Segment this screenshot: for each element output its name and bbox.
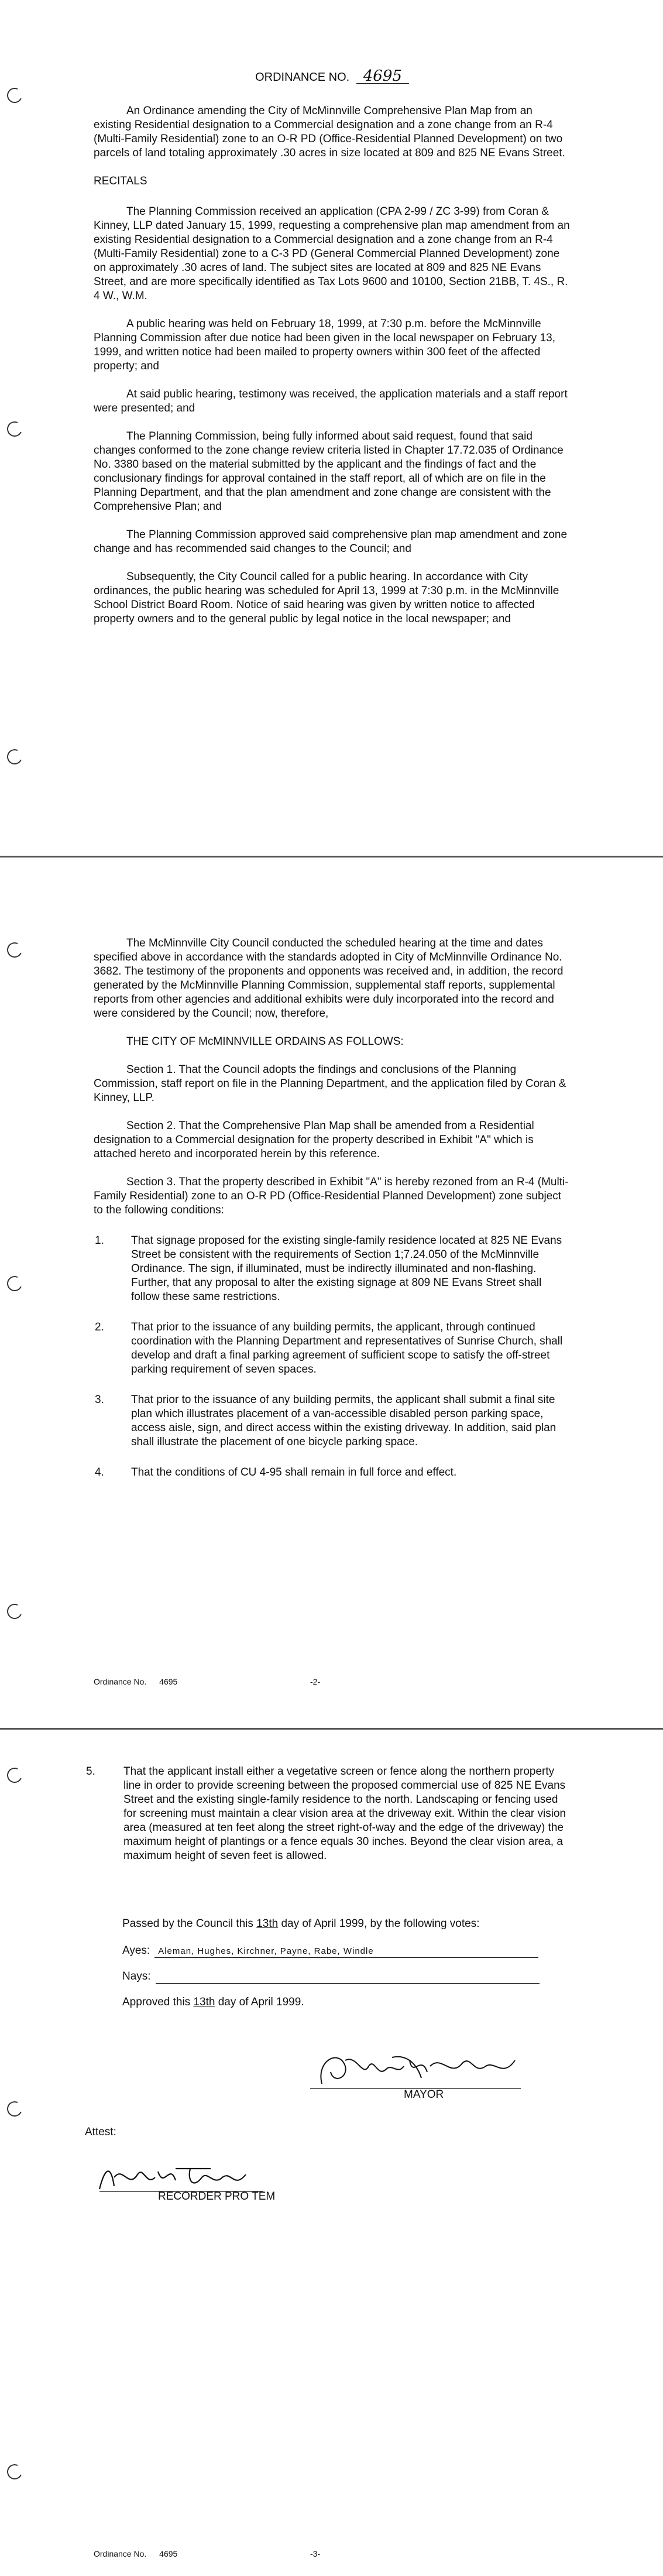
ordinance-intro: An Ordinance amending the City of McMinnville Comprehensive Plan Map from an existing Residential designation to a Commercial designation and a zone change from an R-4 (Multi-Family Residential) zone to an O-R PD (Office-Residential Planned Development) on two parcels of land totaling approximately .30 acres in size located at 809 and 825 NE Evans Street. — [94, 105, 565, 159]
ordains-heading: THE CITY OF McMINNVILLE ORDAINS AS FOLLOWS: — [126, 1035, 404, 1048]
hearing-paragraph: The McMinnville City Council conducted the scheduled hearing at the time and dates specified above in accordance with the standards adopted in City of McMinnville Ordinance No. 3682. The testimony of the proponents and opponents was received and, in addition, the record generated by the McMinnville Planning Commission, supplemental staff reports, supplemental reports from other agencies and additional exhibits were duly incorporated into the record and were considered by the Council; now, therefore, — [94, 937, 564, 1020]
footer-ordinance-number: 4695 — [159, 1677, 178, 1686]
page-2-body — [94, 937, 571, 1496]
approved-pre: Approved this — [122, 1996, 191, 2008]
punch-hole-icon — [5, 940, 24, 959]
section-1: Section 1. That the Council adopts the findings and conclusions of the Planning Commission, staff report on file in the Planning Department, and the application filed by Coran & Kinney, LLP. — [94, 1064, 566, 1104]
punch-hole-icon — [5, 1765, 24, 1785]
ayes-value: Aleman, Hughes, Kirchner, Payne, Rabe, Windle — [154, 1944, 538, 1958]
votes-block — [122, 1917, 571, 2023]
page-3-body — [85, 1765, 571, 1879]
condition-number: 2. — [95, 1321, 104, 1333]
page-3 — [0, 1733, 663, 2576]
mayor-signature — [304, 2043, 527, 2095]
approved-post: day of April 1999. — [218, 1996, 304, 2008]
condition-item — [94, 1393, 571, 1449]
ayes-label: Ayes: — [122, 1944, 150, 1957]
ordinance-label: ORDINANCE NO. — [255, 71, 350, 84]
page-3-footer — [94, 2549, 328, 2558]
passed-pre: Passed by the Council this — [122, 1918, 253, 1930]
nays-label: Nays: — [122, 1970, 151, 1982]
passed-day: 13th — [256, 1918, 279, 1930]
page-1 — [0, 0, 663, 855]
page-separator — [0, 856, 663, 857]
mayor-label: MAYOR — [404, 2088, 444, 2101]
condition-text: That prior to the issuance of any building permits, the applicant, through continued coordination with the Planning Department and representatives of Sunrise Church, shall develop and draft a final parking agreement of sufficient scope to satisfy the off-street parking requirement of seven spaces. — [131, 1321, 563, 1376]
ordinance-title — [94, 69, 571, 84]
condition-item — [94, 1466, 571, 1480]
page-2-footer — [94, 1677, 328, 1686]
ordinance-number-handwritten: 4695 — [356, 69, 409, 84]
attest-label: Attest: — [85, 2126, 116, 2138]
ayes-line — [122, 1944, 571, 1958]
footer-ordinance-number: 4695 — [159, 2549, 178, 2558]
recorder-label: RECORDER PRO TEM — [158, 2190, 276, 2203]
passed-post: day of April 1999, by the following votes: — [281, 1918, 480, 1930]
condition-item — [85, 1765, 571, 1863]
condition-text: That the applicant install either a vegetative screen or fence along the northern property line in order to provide screening between the proposed commercial use of 825 NE Evans Street and the existing single-family residence to the north. Landscaping or fencing used for screening must maintain a clear vision area at the driveway exit. Within the clear vision area (measured at ten feet along the street right-of-way and the edge of the driveway) the maximum height of plantings or a fence equals 30 inches. Beyond the clear vision area, a maximum height of seven feet is allowed. — [123, 1765, 566, 1862]
condition-text: That prior to the issuance of any building permits, the applicant shall submit a final site plan which illustrates placement of a van-accessible disabled person parking space, access aisle, sign, and direct access within the existing driveway. In addition, said plan shall illustrate the placement of one bicycle parking space. — [131, 1394, 556, 1448]
condition-item — [94, 1320, 571, 1377]
section-2: Section 2. That the Comprehensive Plan Map shall be amended from a Residential designation to a Commercial designation for the property described in Exhibit "A" which is attached hereto and incorporated herein by this reference. — [94, 1120, 534, 1160]
condition-item — [94, 1234, 571, 1304]
punch-hole-icon — [5, 85, 24, 105]
recital-paragraph: A public hearing was held on February 18, 1999, at 7:30 p.m. before the McMinnville Planning Commission after due notice had been given in the local newspaper on February 13, 1999, and written notice had been mailed to property owners within 300 feet of the affected property; and — [94, 318, 555, 372]
page-1-body — [94, 69, 571, 640]
recital-paragraph: At said public hearing, testimony was received, the application materials and a staff report were presented; and — [94, 388, 568, 414]
punch-hole-icon — [5, 2099, 24, 2118]
recitals-heading: RECITALS — [94, 175, 147, 187]
footer-label: Ordinance No. — [94, 2549, 147, 2558]
condition-number: 3. — [95, 1394, 104, 1406]
condition-number: 1. — [95, 1234, 104, 1247]
punch-hole-icon — [5, 419, 24, 438]
approved-day: 13th — [193, 1996, 215, 2008]
passed-statement — [122, 1917, 571, 1931]
approved-statement — [122, 1995, 571, 2009]
punch-hole-icon — [5, 2462, 24, 2481]
punch-hole-icon — [5, 747, 24, 766]
condition-number: 5. — [86, 1765, 95, 1778]
recital-paragraph: Subsequently, the City Council called for a public hearing. In accordance with City ordinances, the public hearing was scheduled for April 13, 1999 at 7:30 p.m. in the McMinnville School District Board Room. Notice of said hearing was given by written notice to affected property owners and to the general public by legal notice in the local newspaper; and — [94, 571, 559, 625]
punch-hole-icon — [5, 1601, 24, 1621]
recital-paragraph: The Planning Commission, being fully informed about said request, found that said changes conformed to the zone change review criteria listed in Chapter 17.72.035 of Ordinance No. 3380 based on the material submitted by the applicant and the findings of fact and the conclusionary findings for approval contained in the staff report, all of which are on file in the Planning Department, and that the plan amendment and zone change are consistent with the Comprehensive Plan; and — [94, 430, 564, 513]
recital-paragraph: The Planning Commission approved said comprehensive plan map amendment and zone change and has recommended said changes to the Council; and — [94, 529, 568, 555]
nays-value — [156, 1970, 540, 1984]
recital-paragraph: The Planning Commission received an application (CPA 2-99 / ZC 3-99) from Coran & Kinney, LLP dated January 15, 1999, requesting a comprehensive plan map amendment from an existing Residential designation to a Commercial designation and a zone change from an R-4 (Multi-Family Residential) zone to a C-3 PD (General Commercial Planned Development) zone on approximately .30 acres of land. The subject sites are located at 809 and 825 NE Evans Street, and are more specifically identified as Tax Lots 9600 and 10100, Section 21BB, T. 4S., R. 4 W., W.M. — [94, 205, 570, 302]
condition-number: 4. — [95, 1466, 104, 1479]
condition-text: That signage proposed for the existing single-family residence located at 825 NE Evans Street be consistent with the requirements of Section 1;7.24.050 of the McMinnville Ordinance. The sign, if illuminated, must be indirectly illuminated and non-flashing. Further, that any proposal to alter the existing signage at 809 NE Evans Street shall follow these same restrictions. — [131, 1234, 562, 1303]
page-2 — [0, 860, 663, 1727]
section-3: Section 3. That the property described in Exhibit "A" is hereby rezoned from an R-4 (Multi-Family Residential) zone to an O-R PD (Office-Residential Planned Development) zone subject to the following conditions: — [94, 1176, 569, 1216]
punch-hole-icon — [5, 1274, 24, 1293]
nays-line — [122, 1970, 571, 1984]
page-number: -2- — [310, 1677, 321, 1686]
footer-label: Ordinance No. — [94, 1677, 147, 1686]
page-separator — [0, 1728, 663, 1730]
condition-text: That the conditions of CU 4-95 shall remain in full force and effect. — [131, 1466, 457, 1479]
page-number: -3- — [310, 2549, 321, 2558]
